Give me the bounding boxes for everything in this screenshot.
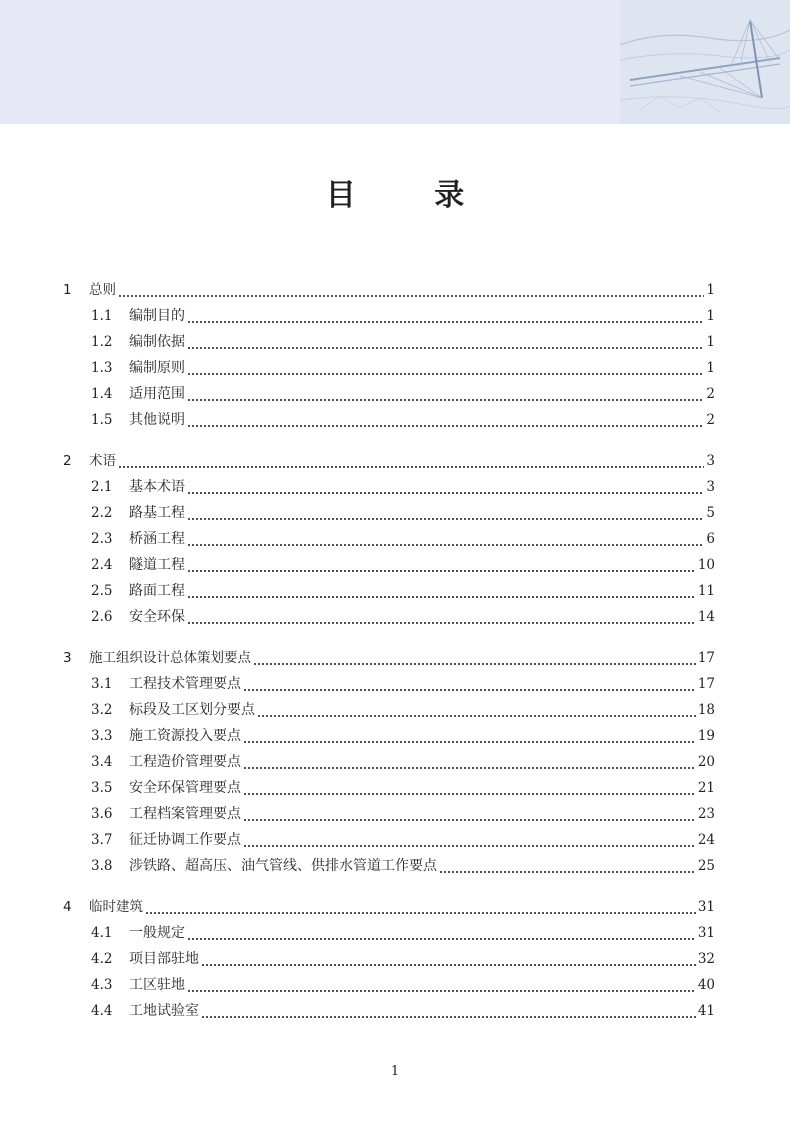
toc-number: 1 xyxy=(63,282,72,298)
toc-dot-leader xyxy=(439,853,696,879)
toc-section-row[interactable] xyxy=(63,604,715,630)
toc-section-row[interactable] xyxy=(63,407,715,433)
page-title: 目 录 xyxy=(325,178,499,213)
toc-page-number: 14 xyxy=(697,609,715,625)
toc-label: 路基工程 xyxy=(129,505,185,521)
toc-dot-leader xyxy=(187,407,704,433)
toc-section-row[interactable] xyxy=(63,697,715,723)
toc-label: 编制原则 xyxy=(129,360,185,376)
toc-label: 标段及工区划分要点 xyxy=(129,702,255,718)
toc-chapter-row[interactable] xyxy=(63,645,715,671)
toc-page-number: 1 xyxy=(706,334,715,350)
toc-number: 2.1 xyxy=(91,479,113,495)
toc-page-number: 2 xyxy=(706,412,715,428)
toc-number: 4 xyxy=(63,899,72,915)
toc-page-number: 25 xyxy=(697,858,715,874)
toc-page-number: 1 xyxy=(706,360,715,376)
toc-label: 编制依据 xyxy=(129,334,185,350)
toc-dot-leader xyxy=(187,604,696,630)
toc-section-row[interactable] xyxy=(63,355,715,381)
toc-page-number: 5 xyxy=(706,505,715,521)
toc-section-row[interactable] xyxy=(63,303,715,329)
toc-dot-leader xyxy=(118,448,704,474)
toc-number: 3.6 xyxy=(91,806,113,822)
toc-page-number: 18 xyxy=(697,702,715,718)
toc-section-row[interactable] xyxy=(63,526,715,552)
toc-label: 工程技术管理要点 xyxy=(129,676,241,692)
toc-page-number: 24 xyxy=(697,832,715,848)
toc-dot-leader xyxy=(118,277,704,303)
toc-section-row[interactable] xyxy=(63,671,715,697)
toc-number: 4.3 xyxy=(91,977,113,993)
toc-label: 一般规定 xyxy=(129,925,185,941)
toc-section-row[interactable] xyxy=(63,827,715,853)
toc-dot-leader xyxy=(187,972,696,998)
toc-number: 4.1 xyxy=(91,925,113,941)
toc-label: 工区驻地 xyxy=(129,977,185,993)
toc-number: 4.4 xyxy=(91,1003,113,1019)
toc-number: 2 xyxy=(63,453,72,469)
toc-chapter-row[interactable] xyxy=(63,894,715,920)
page-number: 1 xyxy=(390,1064,400,1079)
toc-dot-leader xyxy=(187,474,704,500)
bridge-illustration-icon xyxy=(620,0,790,124)
toc-dot-leader xyxy=(187,381,704,407)
toc-number: 1.5 xyxy=(91,412,113,428)
toc-section-row[interactable] xyxy=(63,801,715,827)
toc-label: 工地试验室 xyxy=(129,1003,199,1019)
toc-number: 3.7 xyxy=(91,832,113,848)
toc-number: 2.4 xyxy=(91,557,113,573)
toc-page-number: 6 xyxy=(706,531,715,547)
toc-page-number: 41 xyxy=(697,1003,715,1019)
toc-number: 1.4 xyxy=(91,386,113,402)
toc-label: 安全环保 xyxy=(129,609,185,625)
toc-section-row[interactable] xyxy=(63,775,715,801)
toc-page-number: 21 xyxy=(697,780,715,796)
toc-dot-leader xyxy=(243,827,696,853)
toc-label: 涉铁路、超高压、油气管线、供排水管道工作要点 xyxy=(129,858,437,874)
toc-dot-leader xyxy=(201,946,696,972)
toc-number: 1.3 xyxy=(91,360,113,376)
toc-dot-leader xyxy=(243,749,696,775)
toc-dot-leader xyxy=(187,526,704,552)
toc-label: 施工资源投入要点 xyxy=(129,728,241,744)
toc-number: 4.2 xyxy=(91,951,113,967)
toc-number: 2.2 xyxy=(91,505,113,521)
toc-number: 3.8 xyxy=(91,858,113,874)
toc-number: 2.5 xyxy=(91,583,113,599)
toc-number: 3.3 xyxy=(91,728,113,744)
toc-dot-leader xyxy=(243,671,696,697)
toc-dot-leader xyxy=(145,894,696,920)
toc-section-row[interactable] xyxy=(63,500,715,526)
toc-page-number: 40 xyxy=(697,977,715,993)
toc-number: 3 xyxy=(63,650,72,666)
toc-label: 其他说明 xyxy=(129,412,185,428)
toc-label: 征迁协调工作要点 xyxy=(129,832,241,848)
toc-page-number: 3 xyxy=(706,479,715,495)
toc-page-number: 17 xyxy=(697,676,715,692)
toc-label: 总则 xyxy=(89,282,116,298)
toc-label: 安全环保管理要点 xyxy=(129,780,241,796)
toc-page-number: 2 xyxy=(706,386,715,402)
toc-dot-leader xyxy=(253,645,696,671)
toc-chapter-row[interactable] xyxy=(63,448,715,474)
toc-section-row[interactable] xyxy=(63,578,715,604)
toc-section-row[interactable] xyxy=(63,853,715,879)
toc-number: 3.1 xyxy=(91,676,113,692)
toc-page-number: 32 xyxy=(697,951,715,967)
toc-section-row[interactable] xyxy=(63,946,715,972)
toc-number: 3.5 xyxy=(91,780,113,796)
toc-section-row[interactable] xyxy=(63,552,715,578)
toc-dot-leader xyxy=(187,920,696,946)
toc-number: 1.2 xyxy=(91,334,113,350)
toc-label: 路面工程 xyxy=(129,583,185,599)
toc-page-number: 10 xyxy=(697,557,715,573)
toc-section-row[interactable] xyxy=(63,998,715,1024)
toc-label: 隧道工程 xyxy=(129,557,185,573)
toc-section-row[interactable] xyxy=(63,920,715,946)
toc-page-number: 20 xyxy=(697,754,715,770)
toc-dot-leader xyxy=(187,552,696,578)
toc-dot-leader xyxy=(187,329,704,355)
toc-section-row[interactable] xyxy=(63,749,715,775)
toc-label: 适用范围 xyxy=(129,386,185,402)
toc-dot-leader xyxy=(243,775,696,801)
toc-number: 3.2 xyxy=(91,702,113,718)
toc-page-number: 23 xyxy=(697,806,715,822)
table-of-contents xyxy=(63,277,715,1024)
toc-page-number: 31 xyxy=(697,925,715,941)
toc-page-number: 1 xyxy=(706,282,715,298)
toc-section-row[interactable] xyxy=(63,329,715,355)
toc-dot-leader xyxy=(187,355,704,381)
toc-label: 编制目的 xyxy=(129,308,185,324)
toc-label: 基本术语 xyxy=(129,479,185,495)
toc-page-number: 11 xyxy=(697,583,715,599)
toc-label: 工程档案管理要点 xyxy=(129,806,241,822)
toc-page-number: 1 xyxy=(706,308,715,324)
toc-number: 1.1 xyxy=(91,308,113,324)
toc-dot-leader xyxy=(187,303,704,329)
toc-section-row[interactable] xyxy=(63,723,715,749)
toc-section-row[interactable] xyxy=(63,381,715,407)
toc-number: 2.6 xyxy=(91,609,113,625)
toc-page-number: 19 xyxy=(697,728,715,744)
toc-label: 项目部驻地 xyxy=(129,951,199,967)
toc-label: 施工组织设计总体策划要点 xyxy=(89,650,251,666)
toc-dot-leader xyxy=(187,578,696,604)
toc-dot-leader xyxy=(187,500,704,526)
toc-section-row[interactable] xyxy=(63,972,715,998)
toc-page-number: 3 xyxy=(706,453,715,469)
toc-dot-leader xyxy=(243,801,696,827)
toc-page-number: 17 xyxy=(697,650,715,666)
toc-dot-leader xyxy=(201,998,696,1024)
toc-label: 术语 xyxy=(89,453,116,469)
toc-label: 临时建筑 xyxy=(89,899,143,915)
toc-dot-leader xyxy=(243,723,696,749)
toc-label: 桥涵工程 xyxy=(129,531,185,547)
toc-label: 工程造价管理要点 xyxy=(129,754,241,770)
toc-page-number: 31 xyxy=(697,899,715,915)
toc-section-row[interactable] xyxy=(63,474,715,500)
toc-number: 2.3 xyxy=(91,531,113,547)
toc-number: 3.4 xyxy=(91,754,113,770)
toc-dot-leader xyxy=(257,697,696,723)
toc-chapter-row[interactable] xyxy=(63,277,715,303)
